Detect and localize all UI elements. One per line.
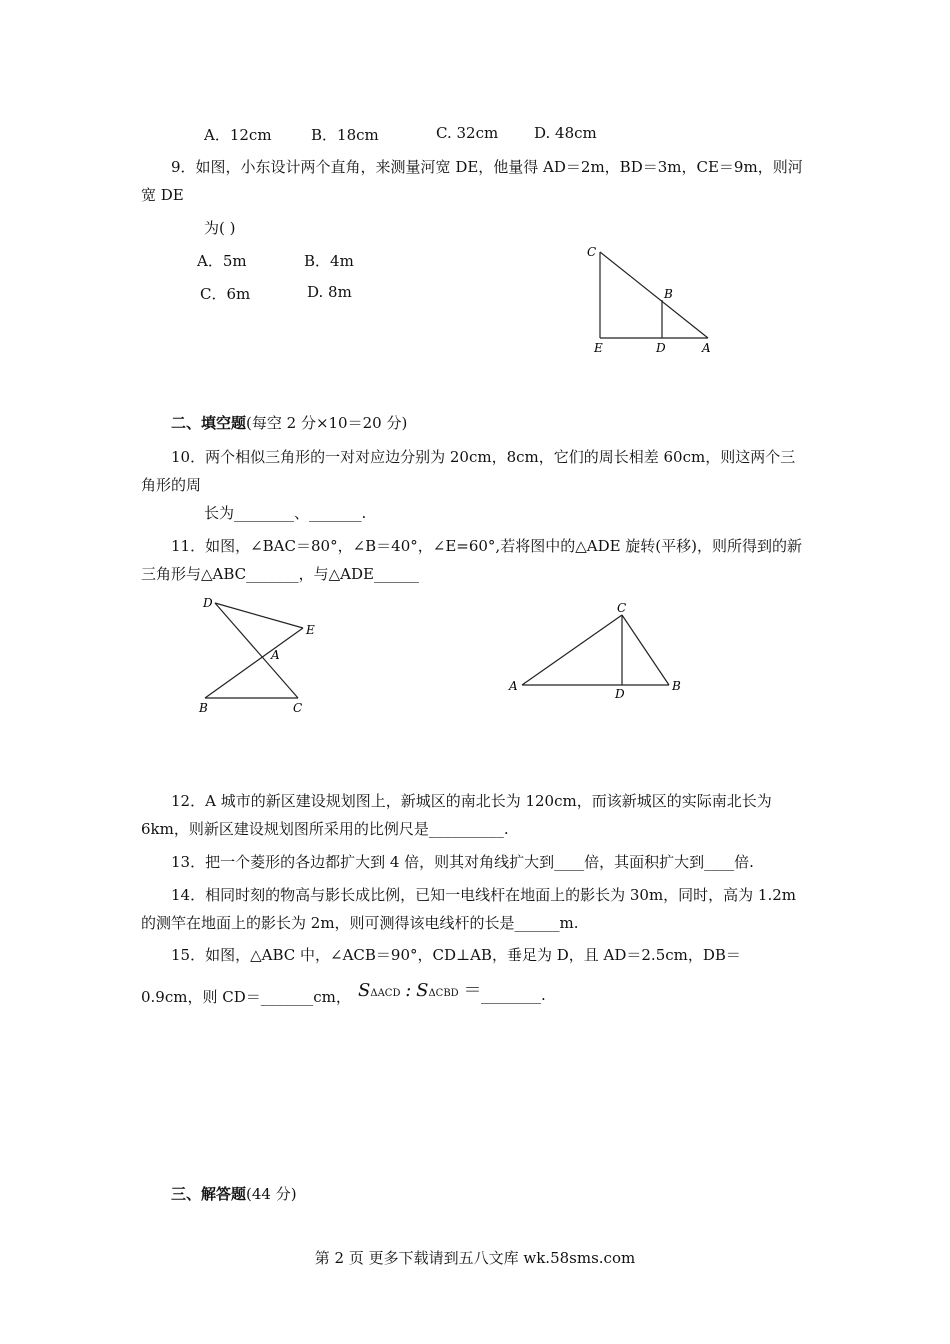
q8-option-d: D. 48cm bbox=[534, 124, 597, 142]
q9-option-a: A．5m bbox=[197, 252, 247, 270]
q14-text: 14．相同时刻的物高与影长成比例，已知一电线杆在地面上的影长为 30m，同时，高为 1.2m 的测竿在地面上的影长为 2m，则可测得该电线杆的长是______m. bbox=[141, 886, 797, 932]
q15-sub1: ΔACD bbox=[370, 988, 401, 999]
q11-fig2-label-d: D bbox=[615, 687, 625, 701]
q11-fig2-label-a: A bbox=[509, 679, 518, 693]
q11-text: 11．如图，∠BAC＝80°，∠B＝40°，∠E=60°,若将图中的△ADE 旋转(平移)，则所得到的新三角形与△ABC_______，与△ADE______ bbox=[141, 537, 803, 583]
q15-s1: S bbox=[358, 980, 371, 1001]
q8-option-c: C. 32cm bbox=[436, 124, 499, 142]
q15-sub2: ΔCBD bbox=[428, 988, 459, 999]
q15-text: 15．如图，△ABC 中，∠ACB＝90°，CD⊥AB，垂足为 D，且 AD＝2.5cm，DB＝ bbox=[171, 946, 741, 964]
q11-fig1-label-e: E bbox=[306, 623, 315, 637]
q15-s2: S bbox=[416, 980, 429, 1001]
q15-eq: ＝ bbox=[463, 980, 482, 1001]
q15-colon: : bbox=[405, 980, 412, 1001]
q10-cont: 长为________、_______. bbox=[204, 504, 367, 522]
section2-title: 二、填空题 bbox=[171, 414, 247, 432]
q9-label-d: D bbox=[656, 341, 666, 355]
q11-figure-2 bbox=[505, 598, 690, 708]
q13-text: 13．把一个菱形的各边都扩大到 4 倍，则其对角线扩大到____倍，其面积扩大到____倍. bbox=[171, 853, 754, 871]
q15-line2: 0.9cm，则 CD＝_______cm， bbox=[141, 988, 351, 1006]
q11-fig2-label-c: C bbox=[617, 601, 627, 615]
q11-fig1-label-a: A bbox=[271, 648, 280, 662]
q9-option-d: D. 8m bbox=[307, 283, 352, 301]
q9-label-b: B bbox=[664, 287, 673, 301]
q8-option-a: A．12cm bbox=[204, 126, 272, 144]
page-footer: 第 2 页 更多下载请到五八文库 wk.58sms.com bbox=[314, 1249, 636, 1267]
q9-option-b: B．4m bbox=[304, 252, 354, 270]
section2-heading bbox=[171, 412, 407, 433]
section2-note: (每空 2 分×10＝20 分) bbox=[246, 414, 408, 432]
q8-option-b: B．18cm bbox=[311, 126, 379, 144]
q15-formula bbox=[358, 976, 481, 1002]
q11-fig1-label-b: B bbox=[199, 701, 208, 715]
q11-figure-1 bbox=[195, 593, 335, 718]
q11-fig1-label-d: D bbox=[203, 596, 213, 610]
q11-fig2-label-b: B bbox=[672, 679, 681, 693]
q9-figure bbox=[580, 240, 720, 360]
section3-title: 三、解答题 bbox=[171, 1185, 247, 1203]
q12-text: 12．A 城市的新区建设规划图上，新城区的南北长为 120cm，而该新城区的实际南北长为 6km，则新区建设规划图所采用的比例尺是__________. bbox=[141, 792, 772, 838]
section3-heading bbox=[171, 1183, 297, 1204]
q9-text: 9．如图，小东设计两个直角，来测量河宽 DE，他量得 AD＝2m，BD＝3m，CE＝9m，则河宽 DE bbox=[141, 158, 803, 204]
q9-label-c: C bbox=[587, 245, 597, 259]
q9-label-e: E bbox=[594, 341, 603, 355]
section3-note: (44 分) bbox=[246, 1185, 297, 1203]
q9-label-a: A bbox=[702, 341, 711, 355]
q10-text: 10．两个相似三角形的一对对应边分别为 20cm，8cm，它们的周长相差 60cm，则这两个三角形的周 bbox=[141, 448, 796, 494]
q9-cont: 为( ) bbox=[204, 219, 236, 237]
q9-option-c: C．6m bbox=[200, 285, 251, 303]
q11-fig1-label-c: C bbox=[293, 701, 303, 715]
q15-blank: ________. bbox=[481, 986, 546, 1004]
